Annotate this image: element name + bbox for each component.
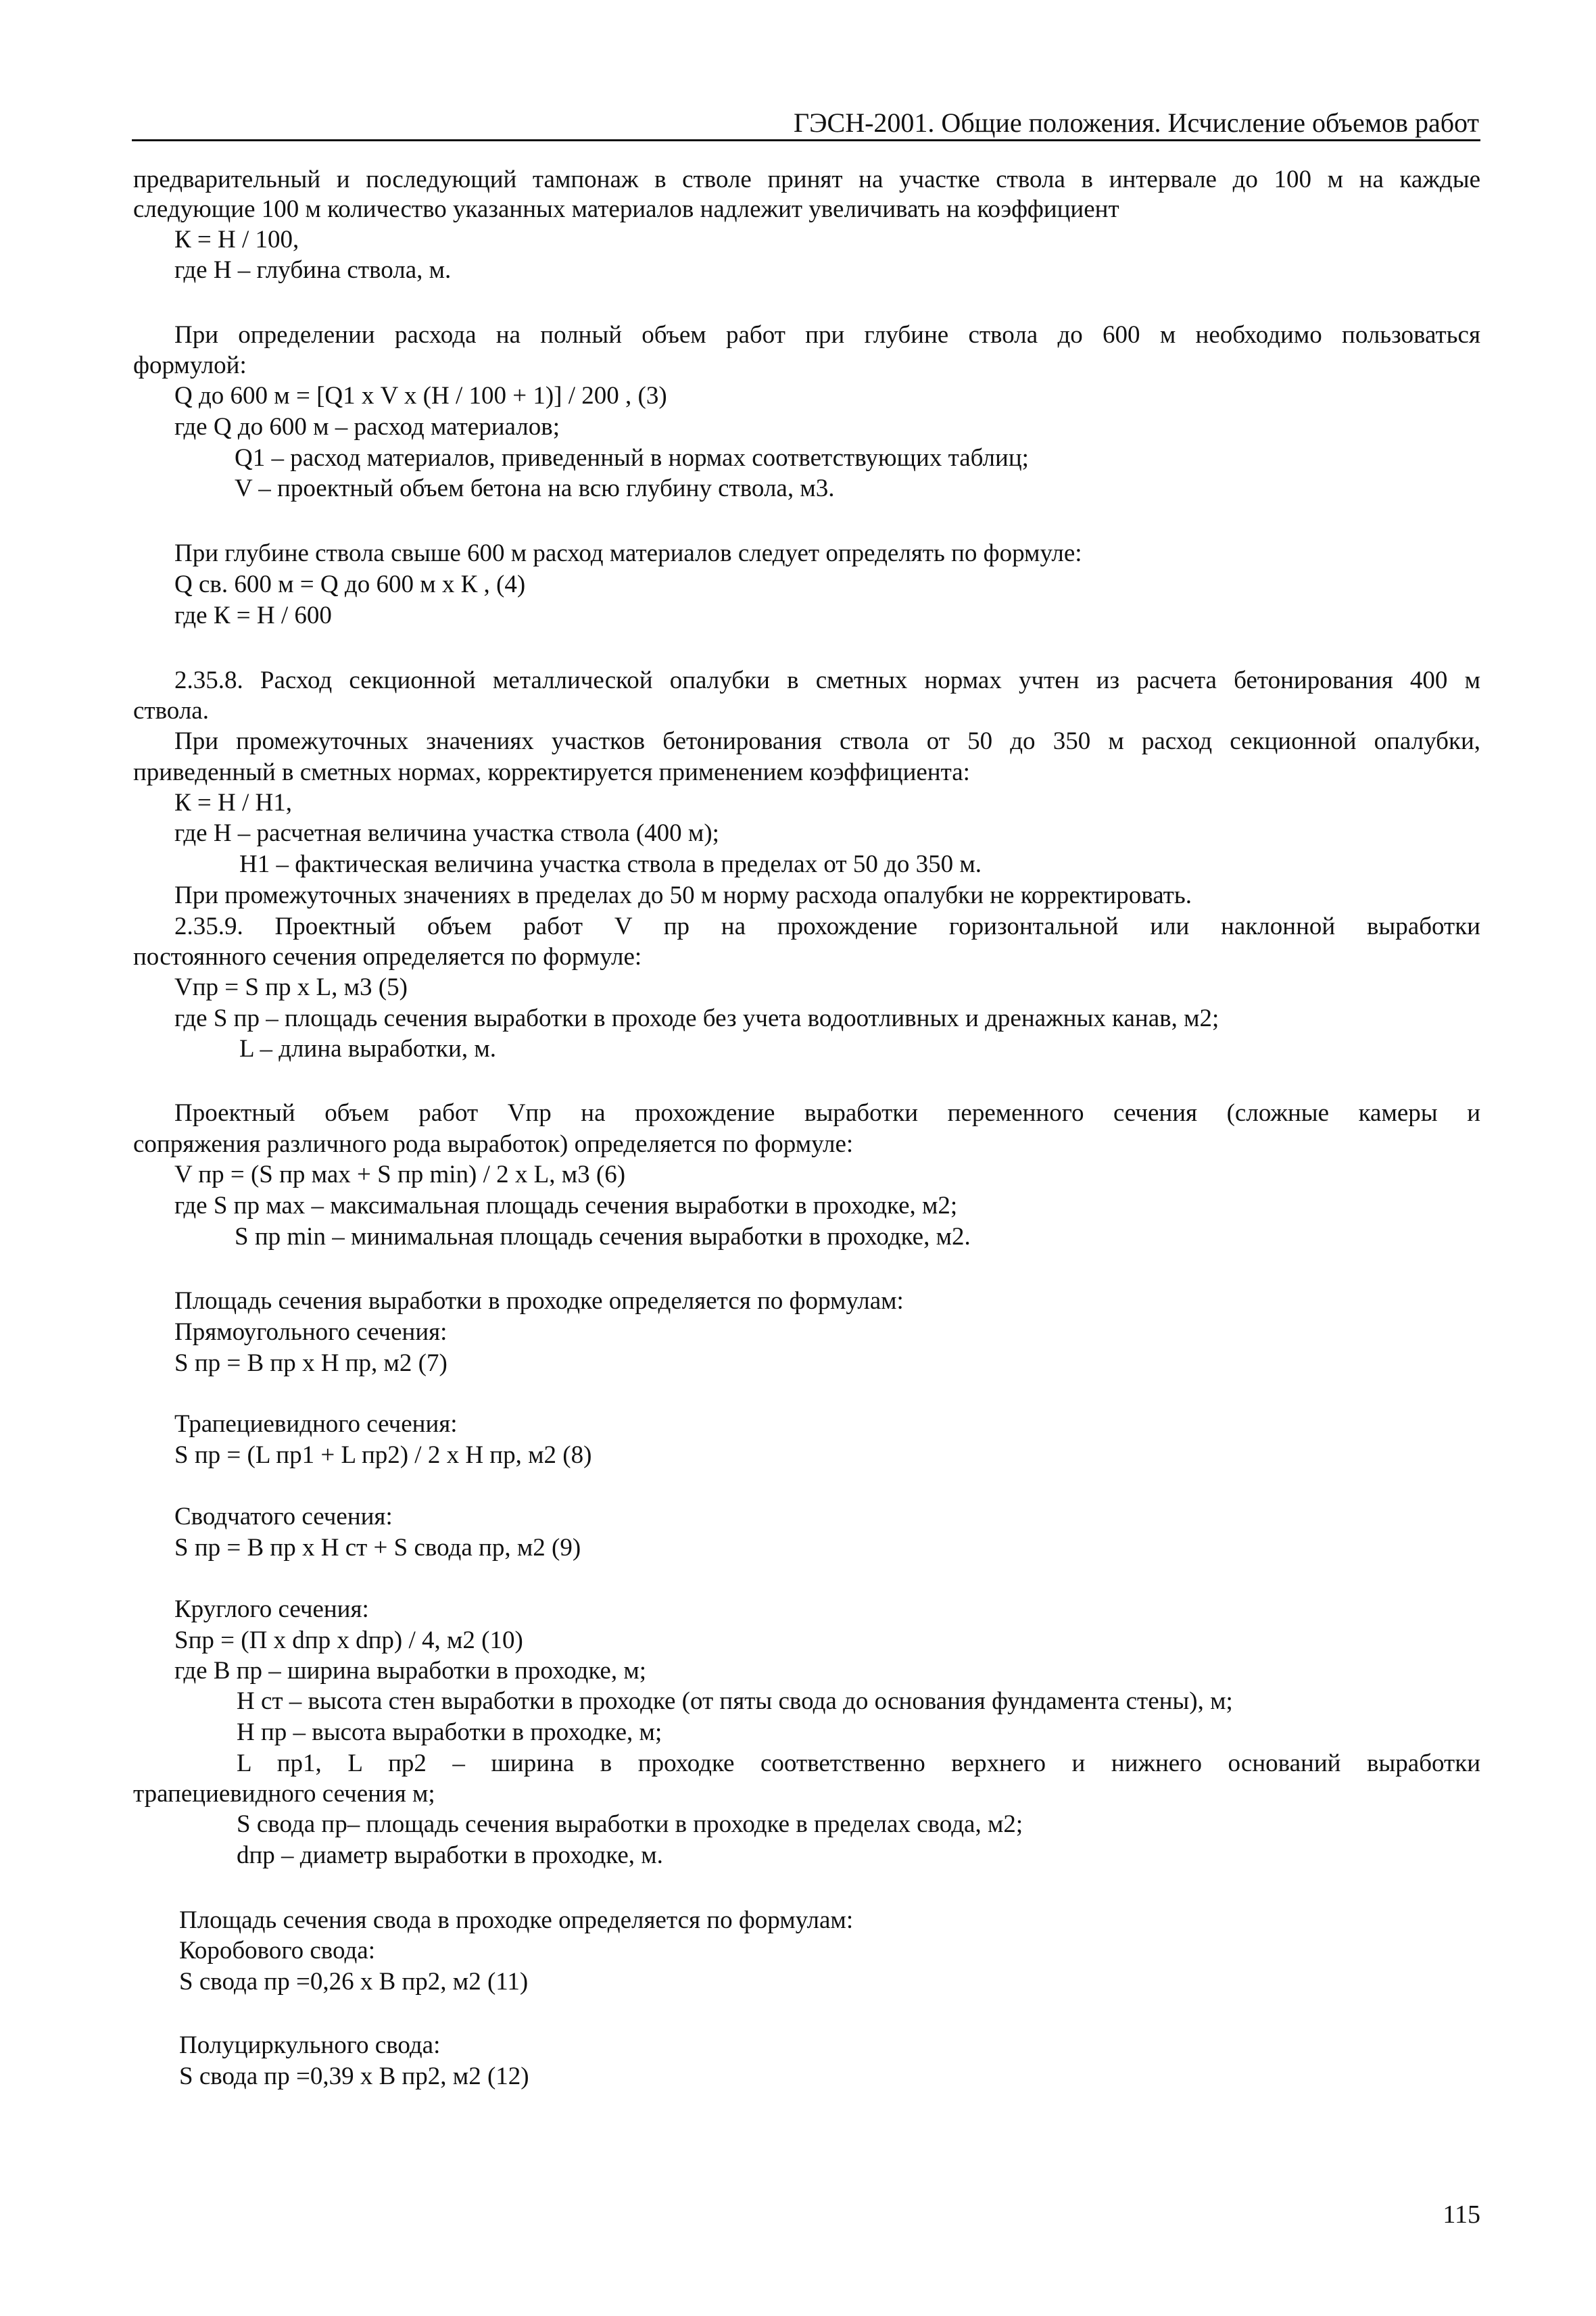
formula-line: S пр = В пр х Н ст + S свода пр, м2 (9) bbox=[174, 1534, 581, 1562]
paragraph-line: следующие 100 м количество указанных материалов надлежит увеличивать на коэффициент bbox=[133, 195, 1119, 223]
definition-line: S пр min – минимальная площадь сечения выработки в проходке, м2. bbox=[235, 1223, 971, 1251]
paragraph-line: сопряжения различного рода выработок) определяется по формуле: bbox=[133, 1130, 854, 1158]
definition-line: где Q до 600 м – расход материалов; bbox=[174, 413, 560, 441]
paragraph-line: формулой: bbox=[133, 352, 247, 379]
definition-line: Q1 – расход материалов, приведенный в нормах соответствующих таблиц; bbox=[235, 444, 1029, 472]
subheading-line: Коробового свода: bbox=[179, 1937, 375, 1964]
formula-line: Sпр = (П х dпр х dпр) / 4, м2 (10) bbox=[174, 1626, 523, 1654]
formula-line: V пр = (S пр мах + S пр min) / 2 х L, м3 (6) bbox=[174, 1161, 626, 1188]
subheading-line: Прямоугольного сечения: bbox=[174, 1318, 448, 1346]
paragraph-line: При промежуточных значениях участков бетонирования ствола от 50 до 350 м расход секционной опалубки, bbox=[174, 727, 1480, 755]
definition-line: где К = Н / 600 bbox=[174, 602, 332, 629]
paragraph-line: При промежуточных значениях в пределах до 50 м норму расхода опалубки не корректировать. bbox=[174, 882, 1192, 909]
paragraph-line: ствола. bbox=[133, 697, 209, 725]
paragraph-line: 2.35.9. Проектный объем работ V пр на прохождение горизонтальной или наклонной выработки bbox=[174, 913, 1480, 940]
formula-line: S пр = В пр х Н пр, м2 (7) bbox=[174, 1349, 448, 1377]
paragraph-line: предварительный и последующий тампонаж в стволе принят на участке ствола в интервале до 100 м на каждые bbox=[133, 166, 1480, 193]
paragraph-line: приведенный в сметных нормах, корректируется применением коэффициента: bbox=[133, 758, 970, 786]
formula-line: S пр = (L пр1 + L пр2) / 2 х Н пр, м2 (8) bbox=[174, 1441, 592, 1469]
subheading-line: Трапециевидного сечения: bbox=[174, 1410, 458, 1438]
definition-line: V – проектный объем бетона на всю глубину ствола, м3. bbox=[235, 475, 835, 502]
paragraph-line: При определении расхода на полный объем работ при глубине ствола до 600 м необходимо пользоваться bbox=[174, 321, 1480, 349]
paragraph-line: Проектный объем работ Vпр на прохождение выработки переменного сечения (сложные камеры и bbox=[174, 1099, 1480, 1127]
formula-line: Vпр = S пр х L, м3 (5) bbox=[174, 973, 408, 1001]
paragraph-line: Площадь сечения свода в проходке определяется по формулам: bbox=[179, 1906, 854, 1934]
definition-line: Н пр – высота выработки в проходке, м; bbox=[237, 1718, 662, 1746]
formula-line: К = Н / 100, bbox=[174, 226, 299, 254]
paragraph-line: При глубине ствола свыше 600 м расход материалов следует определять по формуле: bbox=[174, 539, 1082, 567]
definition-line: Н ст – высота стен выработки в проходке (от пяты свода до основания фундамента стены), м; bbox=[237, 1687, 1233, 1715]
definition-line: Н1 – фактическая величина участка ствола в пределах от 50 до 350 м. bbox=[239, 850, 982, 878]
definition-line: где В пр – ширина выработки в проходке, м; bbox=[174, 1657, 647, 1685]
subheading-line: Полуциркульного свода: bbox=[179, 2031, 441, 2059]
definition-line: где Н – глубина ствола, м. bbox=[174, 256, 452, 284]
page-number: 115 bbox=[1443, 2200, 1480, 2229]
running-header: ГЭСН-2001. Общие положения. Исчисление объемов работ bbox=[794, 107, 1479, 138]
definition-line: L пр1, L пр2 – ширина в проходке соответственно верхнего и нижнего оснований выработки bbox=[237, 1750, 1480, 1777]
header-rule bbox=[132, 139, 1480, 141]
definition-line: где Н – расчетная величина участка ствола (400 м); bbox=[174, 819, 719, 847]
paragraph-line: Площадь сечения выработки в проходке определяется по формулам: bbox=[174, 1287, 904, 1315]
definition-line: dпр – диаметр выработки в проходке, м. bbox=[237, 1841, 663, 1869]
definition-line: где S пр – площадь сечения выработки в проходе без учета водоотливных и дренажных канав, м2; bbox=[174, 1005, 1219, 1032]
definition-line: S свода пр– площадь сечения выработки в проходке в пределах свода, м2; bbox=[237, 1810, 1023, 1838]
paragraph-line: постоянного сечения определяется по формуле: bbox=[133, 943, 642, 971]
subheading-line: Сводчатого сечения: bbox=[174, 1503, 393, 1530]
definition-line: L – длина выработки, м. bbox=[239, 1035, 496, 1063]
definition-line: где S пр мах – максимальная площадь сечения выработки в проходке, м2; bbox=[174, 1192, 958, 1220]
definition-line: трапециевидного сечения м; bbox=[133, 1780, 435, 1808]
formula-line: Q св. 600 м = Q до 600 м х К , (4) bbox=[174, 571, 526, 598]
formula-line: Q до 600 м = [Q1 х V х (Н / 100 + 1)] / 200 , (3) bbox=[174, 382, 667, 410]
formula-line: S свода пр =0,26 х В пр2, м2 (11) bbox=[179, 1968, 529, 1996]
formula-line: К = Н / Н1, bbox=[174, 789, 293, 817]
formula-line: S свода пр =0,39 х В пр2, м2 (12) bbox=[179, 2062, 529, 2090]
paragraph-line: 2.35.8. Расход секционной металлической опалубки в сметных нормах учтен из расчета бетонирования 400 м bbox=[174, 667, 1480, 694]
subheading-line: Круглого сечения: bbox=[174, 1595, 369, 1623]
